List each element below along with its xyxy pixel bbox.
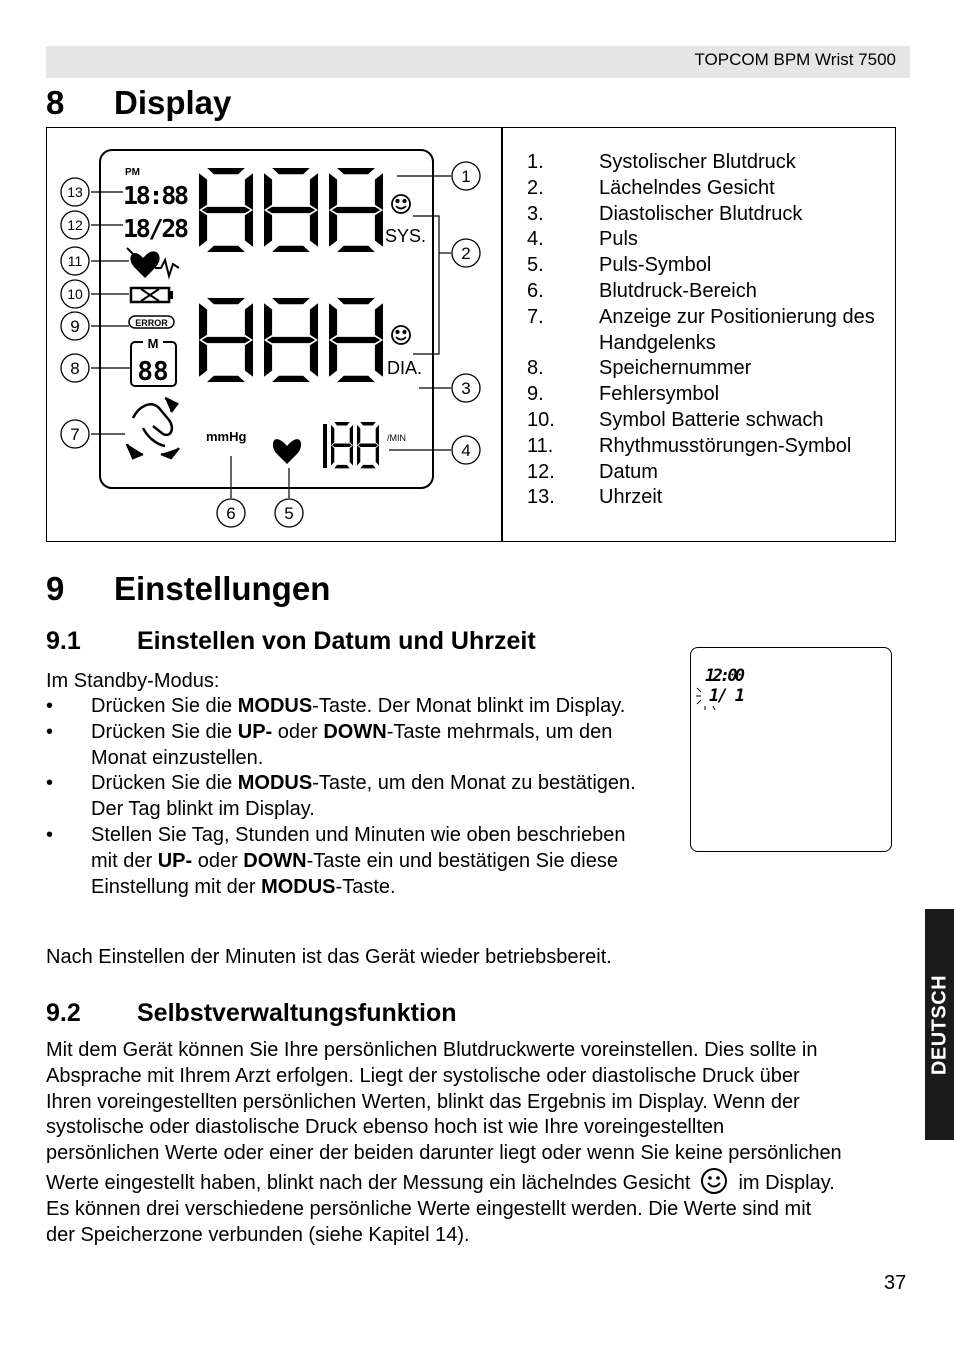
- date-digits: 18/28: [123, 214, 189, 243]
- language-tab: [925, 909, 954, 1140]
- lcd-time: 12:00: [705, 666, 745, 686]
- legend-text: Diastolischer Blutdruck: [599, 202, 803, 225]
- table-divider: [501, 128, 503, 541]
- legend-item: [527, 434, 892, 460]
- section-title: Display: [114, 84, 232, 121]
- legend-number: 4.: [527, 228, 544, 251]
- svg-text:6: 6: [226, 504, 236, 523]
- error-label: ERROR: [135, 318, 168, 328]
- callout-12: [61, 211, 89, 239]
- bullet-marker: •: [46, 720, 54, 743]
- legend-text: Rhythmusstörungen-Symbol: [599, 434, 852, 457]
- callout-9: [61, 312, 89, 340]
- legend-text: Puls: [599, 228, 638, 251]
- battery-low-icon: [131, 288, 173, 302]
- list-text: -Taste mehrmals, um den Monat einzustellen.: [91, 720, 613, 769]
- svg-text:5: 5: [284, 504, 294, 523]
- legend-number: 2.: [527, 176, 544, 199]
- sys-label: SYS.: [385, 226, 427, 246]
- legend-number: 1.: [527, 151, 544, 173]
- list-text: -Taste. Der Monat blinkt im Display.: [312, 695, 626, 717]
- paragraph-line: der Speicherzone verbunden (siehe Kapitel 14).: [46, 1223, 470, 1246]
- section-number: 9.2: [46, 999, 81, 1027]
- list-item: [46, 720, 656, 772]
- legend-text: Blutdruck-Bereich: [599, 279, 757, 302]
- section-title: Einstellen von Datum und Uhrzeit: [137, 627, 536, 655]
- legend-text: Speichernummer: [599, 357, 752, 380]
- legend-item: [527, 460, 892, 486]
- legend-item: [527, 356, 892, 382]
- bold-term: MODUS: [237, 772, 313, 795]
- header-bar: [46, 46, 910, 78]
- callout-1: [452, 162, 480, 190]
- legend-item: [527, 408, 892, 434]
- paragraph-line: Es können drei verschiedene persönliche Werte eingestellt werden. Die Werte sind mit: [46, 1197, 812, 1220]
- date-time-lcd: [690, 647, 892, 852]
- display-diagram-table: [46, 127, 896, 542]
- smiley-icon-sys: [392, 195, 410, 213]
- list-text: Drücken Sie die: [91, 772, 238, 795]
- list-item: [46, 823, 656, 900]
- svg-text:10: 10: [67, 286, 83, 302]
- paragraph-line: Ihren voreingestellten persönlichen Werten, blinkt das Ergebnis im Display. Wenn der: [46, 1090, 800, 1113]
- self-management-paragraph: [46, 1038, 916, 1248]
- svg-text:3: 3: [461, 379, 471, 398]
- error-icon: [129, 316, 174, 328]
- paragraph-line: Mit dem Gerät können Sie Ihre persönlichen Blutdruckwerte voreinstellen. Dies sollte in: [46, 1039, 818, 1061]
- pulse-unit-label: /MIN: [387, 433, 406, 443]
- wrist-position-icon: [127, 398, 179, 458]
- callout-6: [217, 499, 245, 527]
- legend-number: 5.: [527, 254, 544, 277]
- pulse-heart-icon: [273, 439, 301, 464]
- svg-text:11: 11: [67, 253, 83, 269]
- legend-text: Systolischer Blutdruck: [599, 151, 796, 173]
- time-digits: 18:88: [123, 181, 189, 210]
- legend-item: [527, 202, 892, 228]
- memory-digits: 88: [137, 357, 169, 387]
- legend-number: 13.: [527, 486, 555, 509]
- smiley-icon: [700, 1167, 728, 1195]
- paragraph-text: Werte eingestellt haben, blinkt nach der Messung ein lächelndes Gesicht: [46, 1171, 691, 1194]
- legend-text: Puls-Symbol: [599, 254, 712, 277]
- dia-label: DIA.: [387, 358, 423, 378]
- paragraph-line: systolische oder diastolische Druck ebenso hoch ist wie Ihre voreingestellten: [46, 1116, 725, 1139]
- svg-text:13: 13: [67, 184, 83, 200]
- legend-number: 3.: [527, 202, 544, 225]
- legend-text: Symbol Batterie schwach: [599, 408, 824, 431]
- bold-term: MODUS: [261, 875, 336, 898]
- bold-term: DOWN: [243, 849, 307, 872]
- callout-2: [452, 239, 480, 267]
- settings-steps-list: [46, 694, 656, 900]
- callout-7: [61, 420, 89, 448]
- section-title: Einstellungen: [114, 570, 331, 607]
- legend-item: [527, 150, 892, 176]
- legend-number: 12.: [527, 460, 555, 483]
- svg-text:12: 12: [67, 217, 83, 233]
- arrhythmia-icon: [127, 248, 179, 278]
- legend-text: Fehlersymbol: [599, 383, 720, 406]
- lcd-date: 1/ 1: [709, 686, 745, 706]
- legend-number: 11.: [527, 434, 554, 457]
- bold-term: MODUS: [237, 695, 313, 717]
- legend-list: [527, 150, 892, 511]
- bullet-marker: •: [46, 823, 54, 846]
- callout-10: [61, 280, 89, 308]
- legend-number: 10.: [527, 408, 555, 431]
- memory-m-label: M: [147, 336, 159, 351]
- list-text: -Taste.: [335, 875, 396, 898]
- section-number: 9.1: [46, 627, 81, 655]
- unit-label: mmHg: [206, 429, 247, 444]
- paragraph-text: im Display.: [738, 1171, 835, 1194]
- legend-number: 8.: [527, 357, 544, 380]
- after-minutes-text: Nach Einstellen der Minuten ist das Gerät wieder betriebsbereit.: [46, 946, 612, 968]
- legend-text: Anzeige zur Positionierung des Handgelenks: [599, 305, 875, 354]
- list-text: -Taste ein und bestätigen Sie diese Einstellung mit der: [91, 849, 618, 898]
- paragraph-line: persönlichen Werte oder einer der beiden darunter liegt oder wenn Sie keine persönlichen: [46, 1142, 842, 1165]
- list-text: oder: [192, 849, 244, 872]
- svg-text:9: 9: [70, 317, 80, 336]
- svg-text:7: 7: [70, 425, 80, 444]
- section-title: Selbstverwaltungsfunktion: [137, 999, 457, 1027]
- pulse-digits: [323, 422, 379, 468]
- legend-item: [527, 227, 892, 253]
- list-text: oder: [272, 720, 324, 743]
- svg-text:4: 4: [461, 441, 471, 460]
- list-text: Drücken Sie die: [91, 695, 238, 717]
- callout-13: [61, 178, 89, 206]
- smiley-icon-dia: [392, 326, 410, 344]
- svg-text:2: 2: [461, 244, 471, 263]
- list-text: -Taste, um den Monat zu bestätigen. Der Tag blinkt im Display.: [91, 772, 636, 821]
- legend-item: [527, 382, 892, 408]
- bold-term: UP-: [237, 720, 273, 743]
- language-tab-label: DEUTSCH: [928, 974, 950, 1075]
- memory-icon: [131, 336, 176, 387]
- legend-item: [527, 279, 892, 305]
- legend-item: [527, 305, 892, 357]
- legend-item: [527, 253, 892, 279]
- list-text: Drücken Sie die: [91, 720, 238, 743]
- legend-item: [527, 485, 892, 511]
- callout-11: [61, 247, 89, 275]
- callout-3: [452, 374, 480, 402]
- list-item: [46, 771, 656, 823]
- page-number: 37: [884, 1272, 907, 1294]
- bullet-marker: •: [46, 772, 54, 795]
- diastolic-digits: [199, 298, 383, 382]
- bold-term: DOWN: [323, 720, 387, 743]
- svg-text:8: 8: [70, 359, 80, 378]
- legend-text: Datum: [599, 460, 658, 483]
- lcd-diagram: [47, 128, 501, 541]
- paragraph-line: [46, 1167, 916, 1197]
- list-text: Stellen Sie Tag, Stunden und Minuten wie oben beschrieben mit der: [91, 823, 626, 872]
- legend-text: Uhrzeit: [599, 486, 663, 509]
- callout-4: [452, 436, 480, 464]
- bullet-marker: •: [46, 695, 54, 717]
- legend-number: 7.: [527, 305, 544, 328]
- svg-text:1: 1: [461, 167, 471, 186]
- legend-number: 9.: [527, 383, 544, 406]
- legend-item: [527, 176, 892, 202]
- section-number: 8: [46, 84, 65, 121]
- systolic-digits: [199, 168, 383, 252]
- standby-label: Im Standby-Modus:: [46, 670, 220, 692]
- list-item: [46, 694, 656, 720]
- date-time-lcd-graphic: [691, 648, 891, 728]
- header-title: TOPCOM BPM Wrist 7500: [694, 50, 896, 69]
- pm-label: PM: [125, 167, 140, 178]
- legend-number: 6.: [527, 279, 544, 302]
- legend-text: Lächelndes Gesicht: [599, 176, 775, 199]
- section-number: 9: [46, 570, 65, 607]
- callout-8: [61, 354, 89, 382]
- callout-5: [275, 499, 303, 527]
- paragraph-line: Absprache mit Ihrem Arzt erfolgen. Liegt der systolische oder diastolische Druck über: [46, 1064, 800, 1087]
- bold-term: UP-: [157, 849, 193, 872]
